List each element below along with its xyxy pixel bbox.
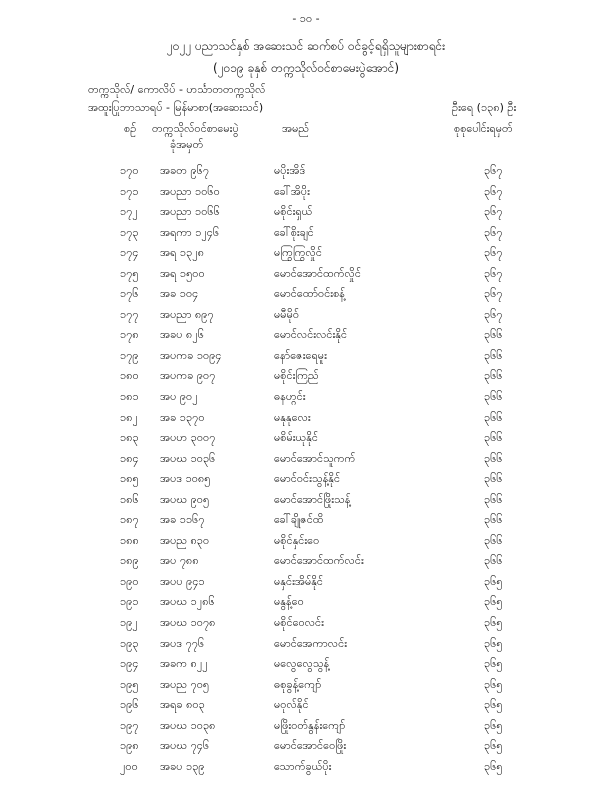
row-number: ၁၉၀ bbox=[120, 574, 139, 588]
column-header-no: စဉ် bbox=[124, 122, 137, 135]
column-header-name: အမည် bbox=[282, 122, 310, 135]
row-roll-number: အပ ၉၀၂ bbox=[160, 390, 198, 404]
row-number: ၁၇၈ bbox=[120, 328, 139, 342]
row-roll-number: အပ ၇၈၈ bbox=[160, 554, 199, 568]
row-name: ခေါ်အိပိုး bbox=[274, 184, 310, 198]
row-number: ၁၇၇ bbox=[120, 307, 139, 321]
row-name: မစိုင်နှင်းဝေ bbox=[274, 533, 320, 547]
row-name: မနွန့်ဝေ bbox=[274, 595, 304, 609]
row-number: ၁၈၈ bbox=[120, 533, 139, 547]
row-number: ၁၈၂ bbox=[120, 410, 138, 424]
table-row bbox=[0, 736, 612, 757]
row-roll-number: အခ ၁၀၄ bbox=[160, 287, 199, 301]
document-title: ၂၀၂၂ ပညာသင်နှစ် အဆေးသင် ဆက်စပ် ဝင်ခွင့်ရရှိသူများစာရင်း bbox=[166, 39, 446, 53]
row-name: မောင်အောင်ဝေဖြိုး bbox=[274, 739, 347, 753]
row-roll-number: အခ ၁၃၇၀ bbox=[160, 410, 205, 424]
row-name: မစိုင်ဝေလင်း bbox=[274, 616, 324, 630]
row-name: မလွေလွေသွန့် bbox=[274, 657, 330, 671]
row-score: ၃၆၇ bbox=[484, 287, 503, 301]
row-score: ၃၆၇ bbox=[484, 184, 503, 198]
row-number: ၁၉၄ bbox=[120, 657, 139, 671]
row-number: ၁၉၆ bbox=[120, 698, 139, 712]
table-row bbox=[0, 634, 612, 655]
row-roll-number: အပဃ ၁၀၃၈ bbox=[160, 718, 216, 732]
row-score: ၃၆၅ bbox=[484, 739, 503, 753]
row-name: မဝုလ်နိုင် bbox=[274, 698, 309, 712]
table-row bbox=[0, 510, 612, 531]
row-score: ၃၆၅ bbox=[484, 595, 503, 609]
table-row bbox=[0, 264, 612, 285]
row-name: မောင်အောင်ထက်လင်း bbox=[274, 554, 364, 568]
row-roll-number: အပညာ ၈၉၇ bbox=[160, 307, 214, 321]
row-roll-number: အပကခ ၁၀၉၄ bbox=[160, 348, 222, 362]
total-count: ဦးရေ (၁၃၈) ဦး bbox=[452, 101, 517, 114]
table-row bbox=[0, 675, 612, 696]
row-number: ၁၇၆ bbox=[120, 287, 139, 301]
row-roll-number: အခ ၁၁၆၇ bbox=[160, 513, 205, 527]
table-row bbox=[0, 428, 612, 449]
row-number: ၁၉၈ bbox=[120, 739, 139, 753]
row-number: ၁၈၅ bbox=[120, 472, 139, 486]
table-row bbox=[0, 284, 612, 305]
row-score: ၃၆၅ bbox=[484, 636, 503, 650]
row-name: မစိမ်းယုနိုင် bbox=[274, 431, 319, 445]
row-roll-number: အပကခ ၉၀၇ bbox=[160, 369, 216, 383]
row-score: ၃၆၆ bbox=[484, 513, 503, 527]
row-name: မစိုင်းကြည် bbox=[274, 369, 319, 383]
row-roll-number: အရကာ ၁၂၄၆ bbox=[160, 225, 220, 239]
row-number: ၁၇၅ bbox=[120, 266, 139, 280]
row-roll-number: အခက ၈၂၂ bbox=[160, 657, 208, 671]
row-score: ၃၆၇ bbox=[484, 225, 503, 239]
row-number: ၁၇၂ bbox=[120, 205, 138, 219]
row-name: မောင်အောင်ထက်လှိုင် bbox=[274, 266, 361, 280]
table-row bbox=[0, 223, 612, 244]
row-name: ဓစုခွန့်ကျော် bbox=[274, 677, 322, 691]
row-score: ၃၆၆ bbox=[484, 328, 503, 342]
row-roll-number: အပဃ ၁၀၃၆ bbox=[160, 451, 216, 465]
row-name: မနှင်းအိမ်နိုင် bbox=[274, 574, 324, 588]
table-row bbox=[0, 408, 612, 429]
row-roll-number: အပဃ ၁၀၇၈ bbox=[160, 616, 216, 630]
row-score: ၃၆၅ bbox=[484, 657, 503, 671]
row-roll-number: အပည ၈၃၀ bbox=[160, 533, 210, 547]
table-row bbox=[0, 305, 612, 326]
row-name: မဖြိုးဝတ်နွန်းကျော် bbox=[274, 718, 346, 732]
row-number: ၁၈၆ bbox=[120, 492, 139, 506]
row-number: ၁၇၃ bbox=[120, 225, 139, 239]
row-number: ၁၈၁ bbox=[120, 390, 139, 404]
row-score: ၃၆၆ bbox=[484, 410, 503, 424]
table-row bbox=[0, 592, 612, 613]
row-number: ၁၇၉ bbox=[120, 348, 139, 362]
results-table bbox=[0, 161, 612, 777]
row-name: မောင်ဝင်းသွန့်နိုင် bbox=[274, 472, 341, 486]
row-name: နော်ဇေးရေမူး bbox=[274, 348, 327, 362]
row-name: မမီမိုဝ် bbox=[274, 307, 300, 321]
row-name: မကြွကြွလှိုင် bbox=[274, 246, 322, 260]
page-number: - ၁၀ - bbox=[292, 12, 320, 25]
row-score: ၃၆၆ bbox=[484, 348, 503, 362]
row-name: ခေါ်စိုးချင် bbox=[274, 225, 314, 239]
row-number: ၁၉၅ bbox=[120, 677, 139, 691]
document-subtitle: (၂၀၁၉ ခုနှစ် တက္ကသိုလ်ဝင်စာမေးပွဲအောင်) bbox=[212, 61, 400, 75]
row-score: ၃၆၆ bbox=[484, 369, 503, 383]
table-row bbox=[0, 387, 612, 408]
table-row bbox=[0, 449, 612, 470]
row-roll-number: အရခ ၈၀၃ bbox=[160, 698, 205, 712]
table-row bbox=[0, 572, 612, 593]
table-row bbox=[0, 654, 612, 675]
row-score: ၃၆၇ bbox=[484, 164, 503, 177]
row-roll-number: အပဃ ၇၄၆ bbox=[160, 739, 210, 753]
table-row bbox=[0, 243, 612, 264]
row-name: သောက်ခွယ်ပိုး bbox=[274, 759, 332, 773]
row-score: ၃၆၆ bbox=[484, 451, 503, 465]
row-roll-number: အပညာ ၁၀၆၆ bbox=[160, 205, 220, 219]
table-row bbox=[0, 757, 612, 778]
table-row bbox=[0, 716, 612, 737]
table-row bbox=[0, 469, 612, 490]
row-roll-number: အခပ ၁၃၉ bbox=[160, 759, 205, 773]
row-name: ဓနဟ္ဂင်း bbox=[274, 390, 306, 404]
row-number: ၁၉၁ bbox=[120, 595, 139, 609]
row-name: မောင်အောင်ဖြိုးသန့် bbox=[274, 492, 351, 506]
row-roll-number: အပဒ ၇၇၆ bbox=[160, 636, 205, 650]
row-number: ၁၇၄ bbox=[120, 246, 139, 260]
row-roll-number: အပညာ ၁၀၆၀ bbox=[160, 184, 220, 198]
table-row bbox=[0, 551, 612, 572]
row-score: ၃၆၇ bbox=[484, 307, 503, 321]
row-name: မနုနုလေး bbox=[274, 410, 311, 424]
row-number: ၁၇၁ bbox=[120, 184, 139, 198]
row-name: မောင်ထော်ဝင်းစန့် bbox=[274, 287, 345, 301]
row-number: ၁၈၃ bbox=[120, 431, 139, 445]
row-number: ၁၈၇ bbox=[120, 513, 139, 527]
row-score: ၃၆၇ bbox=[484, 246, 503, 260]
column-header-score: စုစုပေါင်းရမှတ် bbox=[454, 122, 513, 135]
row-score: ၃၆၆ bbox=[484, 390, 503, 404]
row-roll-number: အရ ၁၅၀၀ bbox=[160, 266, 205, 280]
row-score: ၃၆၅ bbox=[484, 718, 503, 732]
row-score: ၃၆၇ bbox=[484, 205, 503, 219]
row-score: ၃၆၆ bbox=[484, 472, 503, 486]
row-name: မပိုးအိဒ် bbox=[274, 164, 306, 177]
row-score: ၃၆၅ bbox=[484, 677, 503, 691]
row-score: ၃၆၅ bbox=[484, 698, 503, 712]
row-number: ၁၉၃ bbox=[120, 636, 139, 650]
row-roll-number: အပဟ ၃၀၀၇ bbox=[160, 431, 216, 445]
row-roll-number: အခတ ၉၆၇ bbox=[160, 164, 210, 177]
row-roll-number: အပပ ၉၄၁ bbox=[160, 574, 205, 588]
row-name: ခေါ်ချိုဇင်ထိ bbox=[274, 513, 324, 527]
row-number: ၁၇၀ bbox=[120, 164, 139, 177]
row-score: ၃၆၆ bbox=[484, 533, 503, 547]
row-name: မောင်အေကာလင်း bbox=[274, 636, 348, 650]
table-row bbox=[0, 490, 612, 511]
column-header-roll-line2: ခုံအမှတ် bbox=[170, 138, 204, 151]
row-roll-number: အပည ၇၀၅ bbox=[160, 677, 210, 691]
row-roll-number: အရ ၁၃၂၈ bbox=[160, 246, 204, 260]
column-header-roll: တက္ကသိုလ်ဝင်စာမေးပွဲ bbox=[152, 122, 239, 135]
row-score: ၃၆၆ bbox=[484, 492, 503, 506]
row-name: မစိုင်းရှယ် bbox=[274, 205, 313, 219]
row-name: မောင်လင်းလင်းနိုင် bbox=[274, 328, 348, 342]
row-number: ၁၉၇ bbox=[120, 718, 139, 732]
row-roll-number: အပဃ ၁၂၈၆ bbox=[160, 595, 215, 609]
row-name: မောင်အောင်သူကက် bbox=[274, 451, 356, 465]
table-row bbox=[0, 366, 612, 387]
row-score: ၃၆၆ bbox=[484, 431, 503, 445]
table-row bbox=[0, 182, 612, 203]
row-roll-number: အပဃ ၉၀၅ bbox=[160, 492, 210, 506]
row-number: ၂၀၀ bbox=[120, 759, 138, 773]
row-score: ၃၆၅ bbox=[484, 616, 503, 630]
row-score: ၃၆၇ bbox=[484, 266, 503, 280]
table-row bbox=[0, 613, 612, 634]
table-row bbox=[0, 202, 612, 223]
table-row bbox=[0, 161, 612, 182]
row-roll-number: အခပ ၈၂၆ bbox=[160, 328, 204, 342]
row-number: ၁၉၂ bbox=[120, 616, 138, 630]
row-roll-number: အပဒ ၁၀၈၅ bbox=[160, 472, 211, 486]
table-row bbox=[0, 325, 612, 346]
row-number: ၁၈၀ bbox=[120, 369, 139, 383]
row-number: ၁၈၄ bbox=[120, 451, 139, 465]
school-label: တက္ကသိုလ်/ ကောလိပ် - ဟင်္သာတတက္ကသိုလ် bbox=[88, 83, 266, 96]
row-score: ၃၆၆ bbox=[484, 554, 503, 568]
table-row bbox=[0, 531, 612, 552]
table-row bbox=[0, 695, 612, 716]
row-score: ၃၆၅ bbox=[484, 574, 503, 588]
table-row bbox=[0, 346, 612, 367]
row-number: ၁၈၉ bbox=[120, 554, 139, 568]
subject-label: အထူးပြုဘာသာရပ် - မြန်မာစာ(အဆေးသင်) bbox=[88, 101, 264, 114]
row-score: ၃၆၅ bbox=[484, 759, 503, 773]
